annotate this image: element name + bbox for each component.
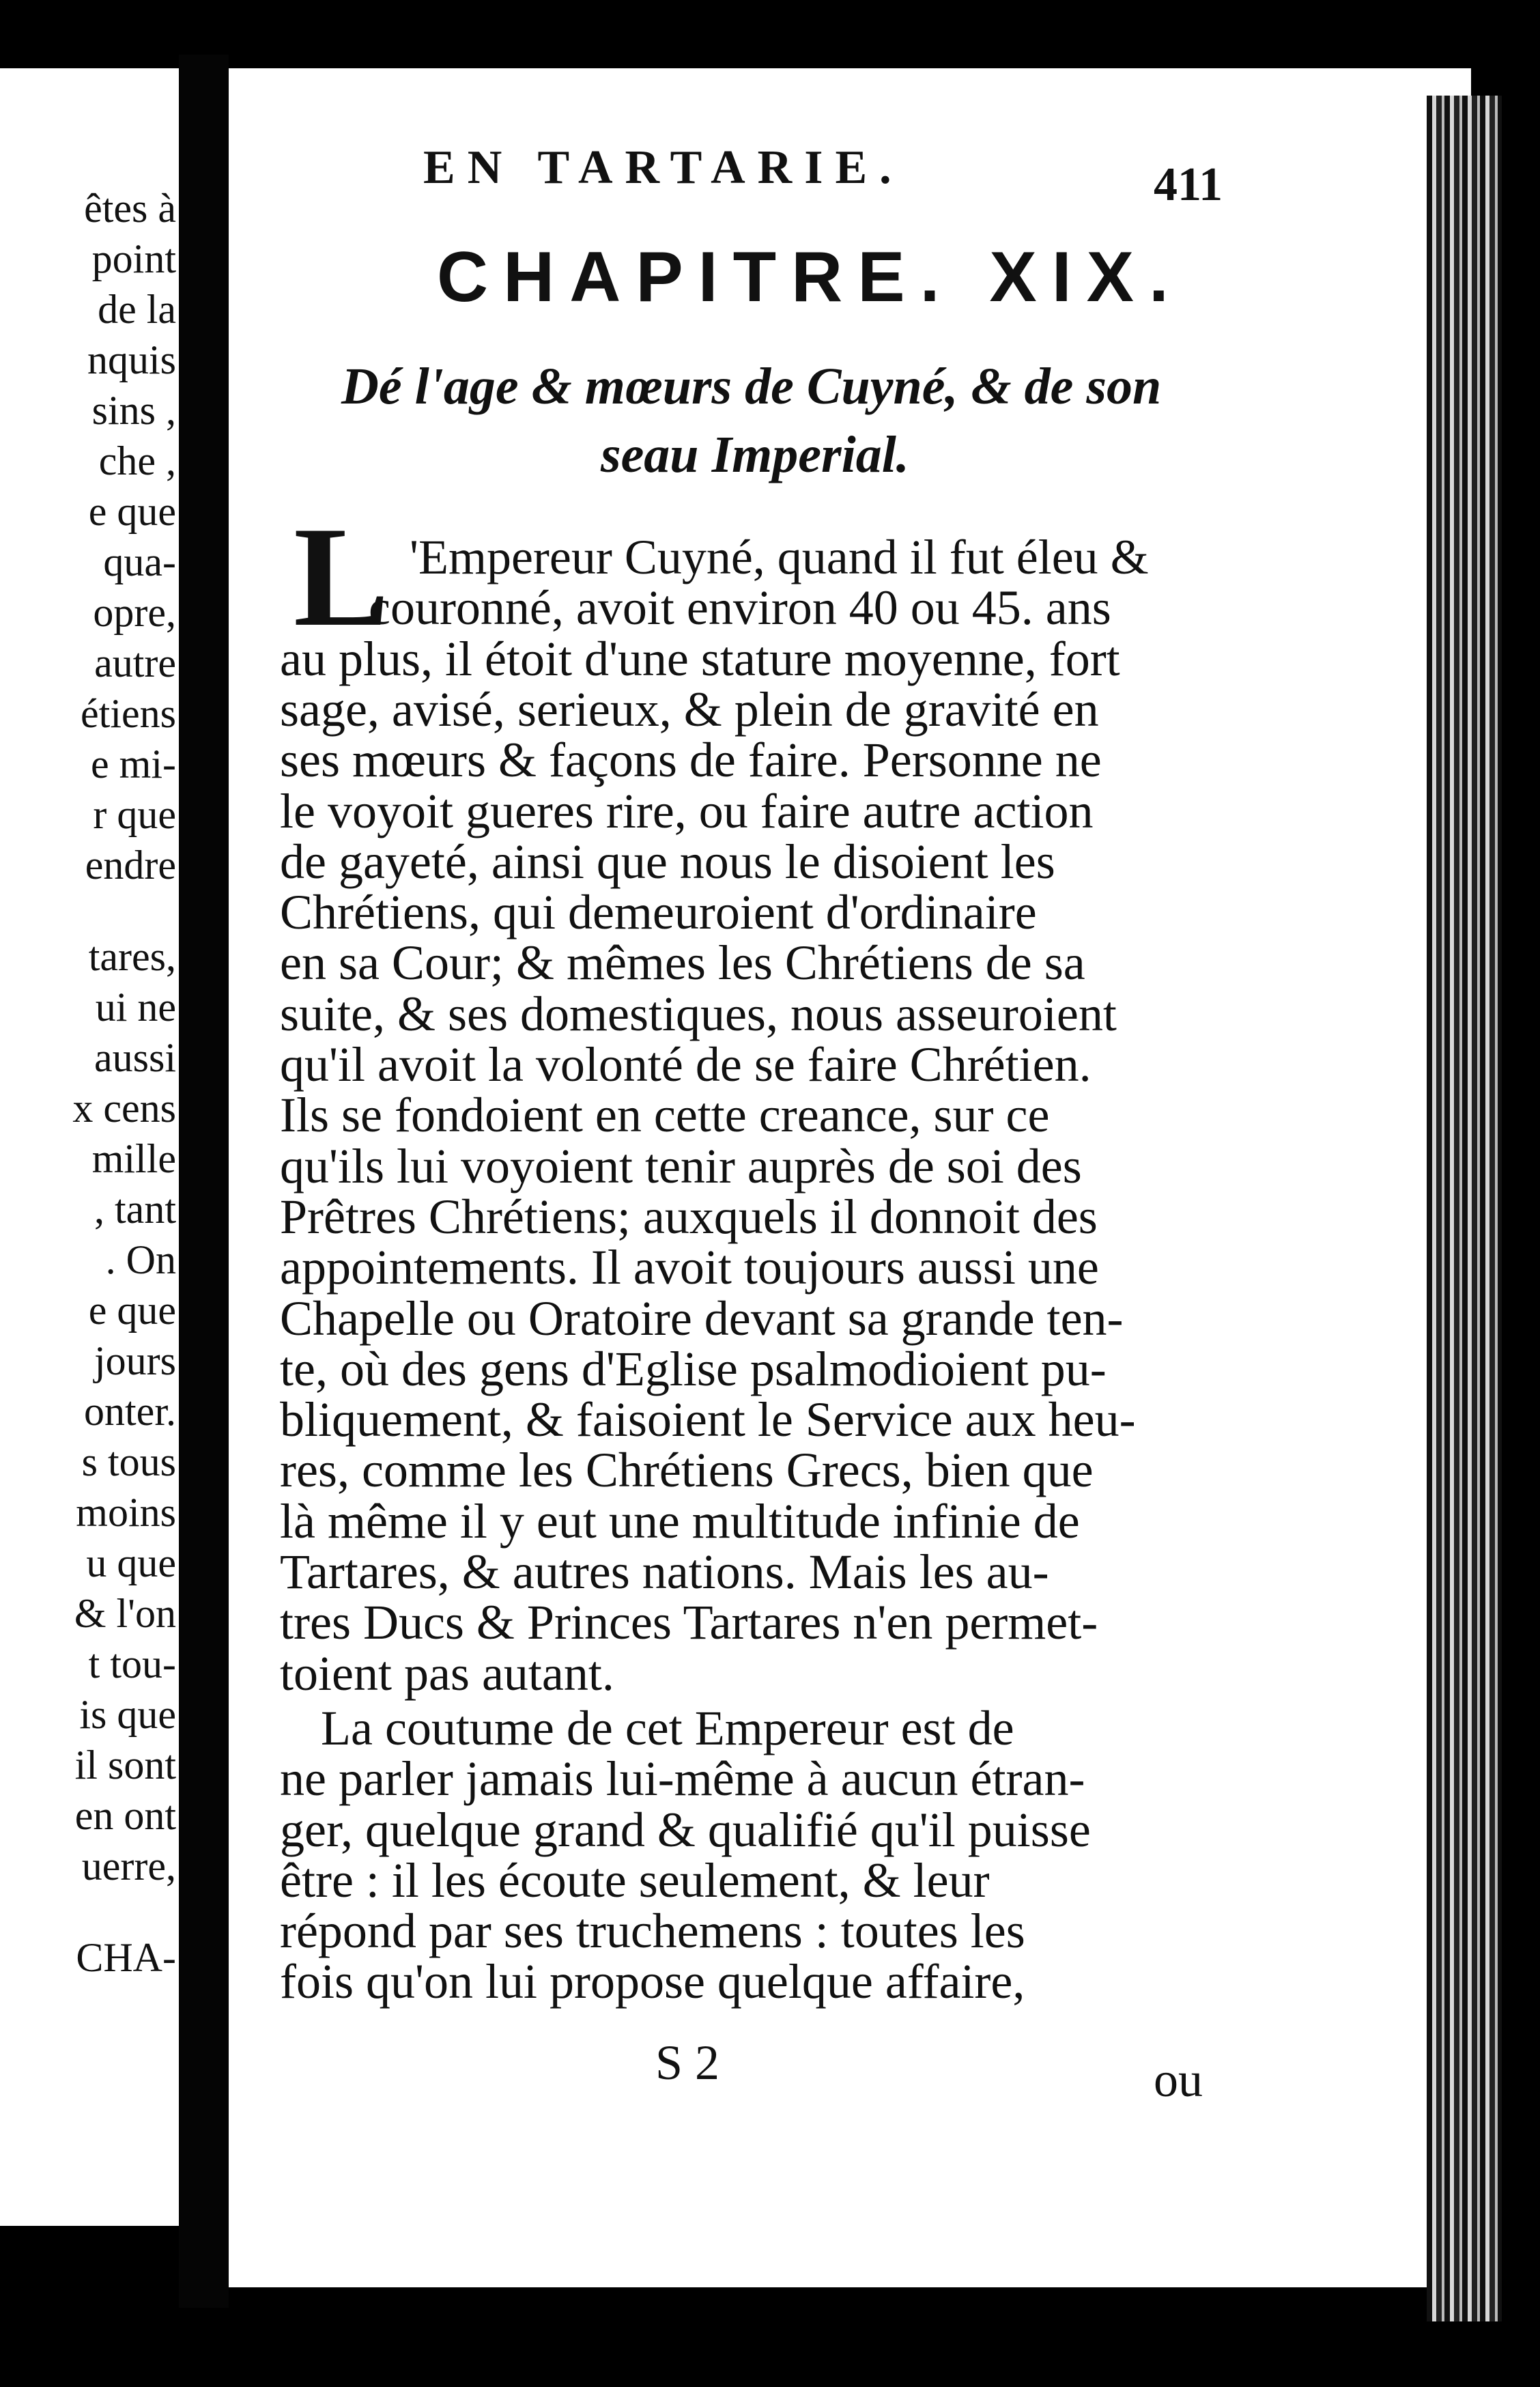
left-page-line: étiens [81,691,176,736]
body-line: le voyoit gueres rire, ou faire autre action [280,784,1094,838]
left-page-line: ui ne [95,985,176,1030]
left-page-line: mille [91,1136,176,1181]
body-line: te, où des gens d'Eglise psalmodioient pu- [280,1342,1107,1396]
left-page-line: , tant [94,1187,176,1232]
left-page [0,68,179,2226]
page-edges [1427,96,1502,2321]
body-line: sage, avisé, serieux, & plein de gravité en [280,682,1099,737]
body-line: appointements. Il avoit toujours aussi une [280,1240,1099,1295]
running-head: EN TARTARIE. [423,141,904,194]
body-line: Tartares, & autres nations. Mais les au- [280,1544,1049,1599]
body-line: Chapelle ou Oratoire devant sa grande ten- [280,1291,1124,1346]
left-page-line: e que [88,489,176,534]
left-page-line: e mi- [91,741,176,787]
left-page-line: endre [85,843,176,888]
body-line: là même il y eut une multitude infinie de [280,1494,1080,1549]
body-line: Prêtres Chrétiens; auxquels il donnoit des [280,1189,1098,1244]
body-line: suite, & ses domestiques, nous asseuroient [280,987,1117,1041]
signature-mark: S 2 [655,2035,720,2090]
body-line: de gayeté, ainsi que nous le disoient les [280,834,1055,889]
left-page-line: opre, [93,590,176,635]
left-page-line: s tous [81,1439,176,1484]
page-number: 411 [1154,158,1223,211]
body-line: bliquement, & faisoient le Service aux heu- [280,1392,1136,1447]
left-page-line: t tou- [88,1641,176,1686]
body-line: qu'ils lui voyoient tenir auprès de soi des [280,1139,1082,1194]
body-line: ger, quelque grand & qualifié qu'il puisse [280,1803,1091,1857]
body-line: au plus, il étoit d'une stature moyenne, fort [280,632,1120,686]
left-page-line: aussi [94,1035,176,1080]
body-line: qu'il avoit la volonté de se faire Chrétien. [280,1037,1092,1092]
left-page-line: de la [98,287,176,332]
body-line: fois qu'on lui propose quelque affaire, [280,1954,1025,2009]
body-line: 'Empereur Cuyné, quand il fut éleu & [410,530,1149,584]
left-page-line: tares, [88,934,176,979]
left-page-line: & l'on [74,1591,176,1636]
left-page-line: CHA- [76,1935,176,1980]
left-page-line: êtes à [84,186,176,231]
left-page-line: point [91,236,176,281]
left-page-line: onter. [84,1389,176,1434]
body-line: res, comme les Chrétiens Grecs, bien que [280,1443,1094,1497]
body-line: tres Ducs & Princes Tartares n'en permet- [280,1595,1098,1650]
left-page-line: u que [86,1540,176,1585]
left-page-line: il sont [74,1742,176,1788]
body-line: Ils se fondoient en cette creance, sur ce [280,1088,1050,1142]
body-line: répond par ses truchemens : toutes les [280,1904,1025,1958]
left-page-line: r que [93,792,176,837]
book-binding-gutter [179,55,229,2308]
catchword: ou [1154,2052,1203,2107]
body-line: toient pas autant. [280,1646,614,1701]
left-page-line: en ont [74,1793,176,1838]
body-line: être : il les écoute seulement, & leur [280,1853,990,1908]
left-page-line: autre [94,640,176,686]
chapter-heading: CHAPITRE. XIX. [437,238,1184,317]
left-page-line: che , [98,438,176,483]
left-page-line: nquis [87,337,176,382]
left-page-line: jours [94,1338,176,1383]
body-line: La coutume de cet Empereur est de [321,1701,1014,1755]
body-line: couronné, avoit environ 40 ou 45. ans [369,580,1111,635]
body-line: ses mœurs & façons de faire. Personne ne [280,733,1102,787]
left-page-line: . On [105,1237,176,1282]
chapter-subtitle-line: seau Imperial. [601,426,909,483]
left-page-line: qua- [103,539,176,584]
left-page-line: sins , [91,388,176,433]
left-page-line: is que [79,1692,176,1737]
left-page-line: moins [76,1490,176,1535]
left-page-line: e que [88,1288,176,1333]
left-page-line: uerre, [81,1844,176,1889]
body-line: en sa Cour; & mêmes les Chrétiens de sa [280,935,1085,990]
body-line: ne parler jamais lui-même à aucun étran- [280,1751,1085,1806]
drop-cap: L [294,498,390,656]
body-line: Chrétiens, qui demeuroient d'ordinaire [280,885,1037,940]
left-page-line: x cens [72,1086,176,1131]
chapter-subtitle-line: Dé l'age & mœurs de Cuyné, & de son [341,358,1162,415]
